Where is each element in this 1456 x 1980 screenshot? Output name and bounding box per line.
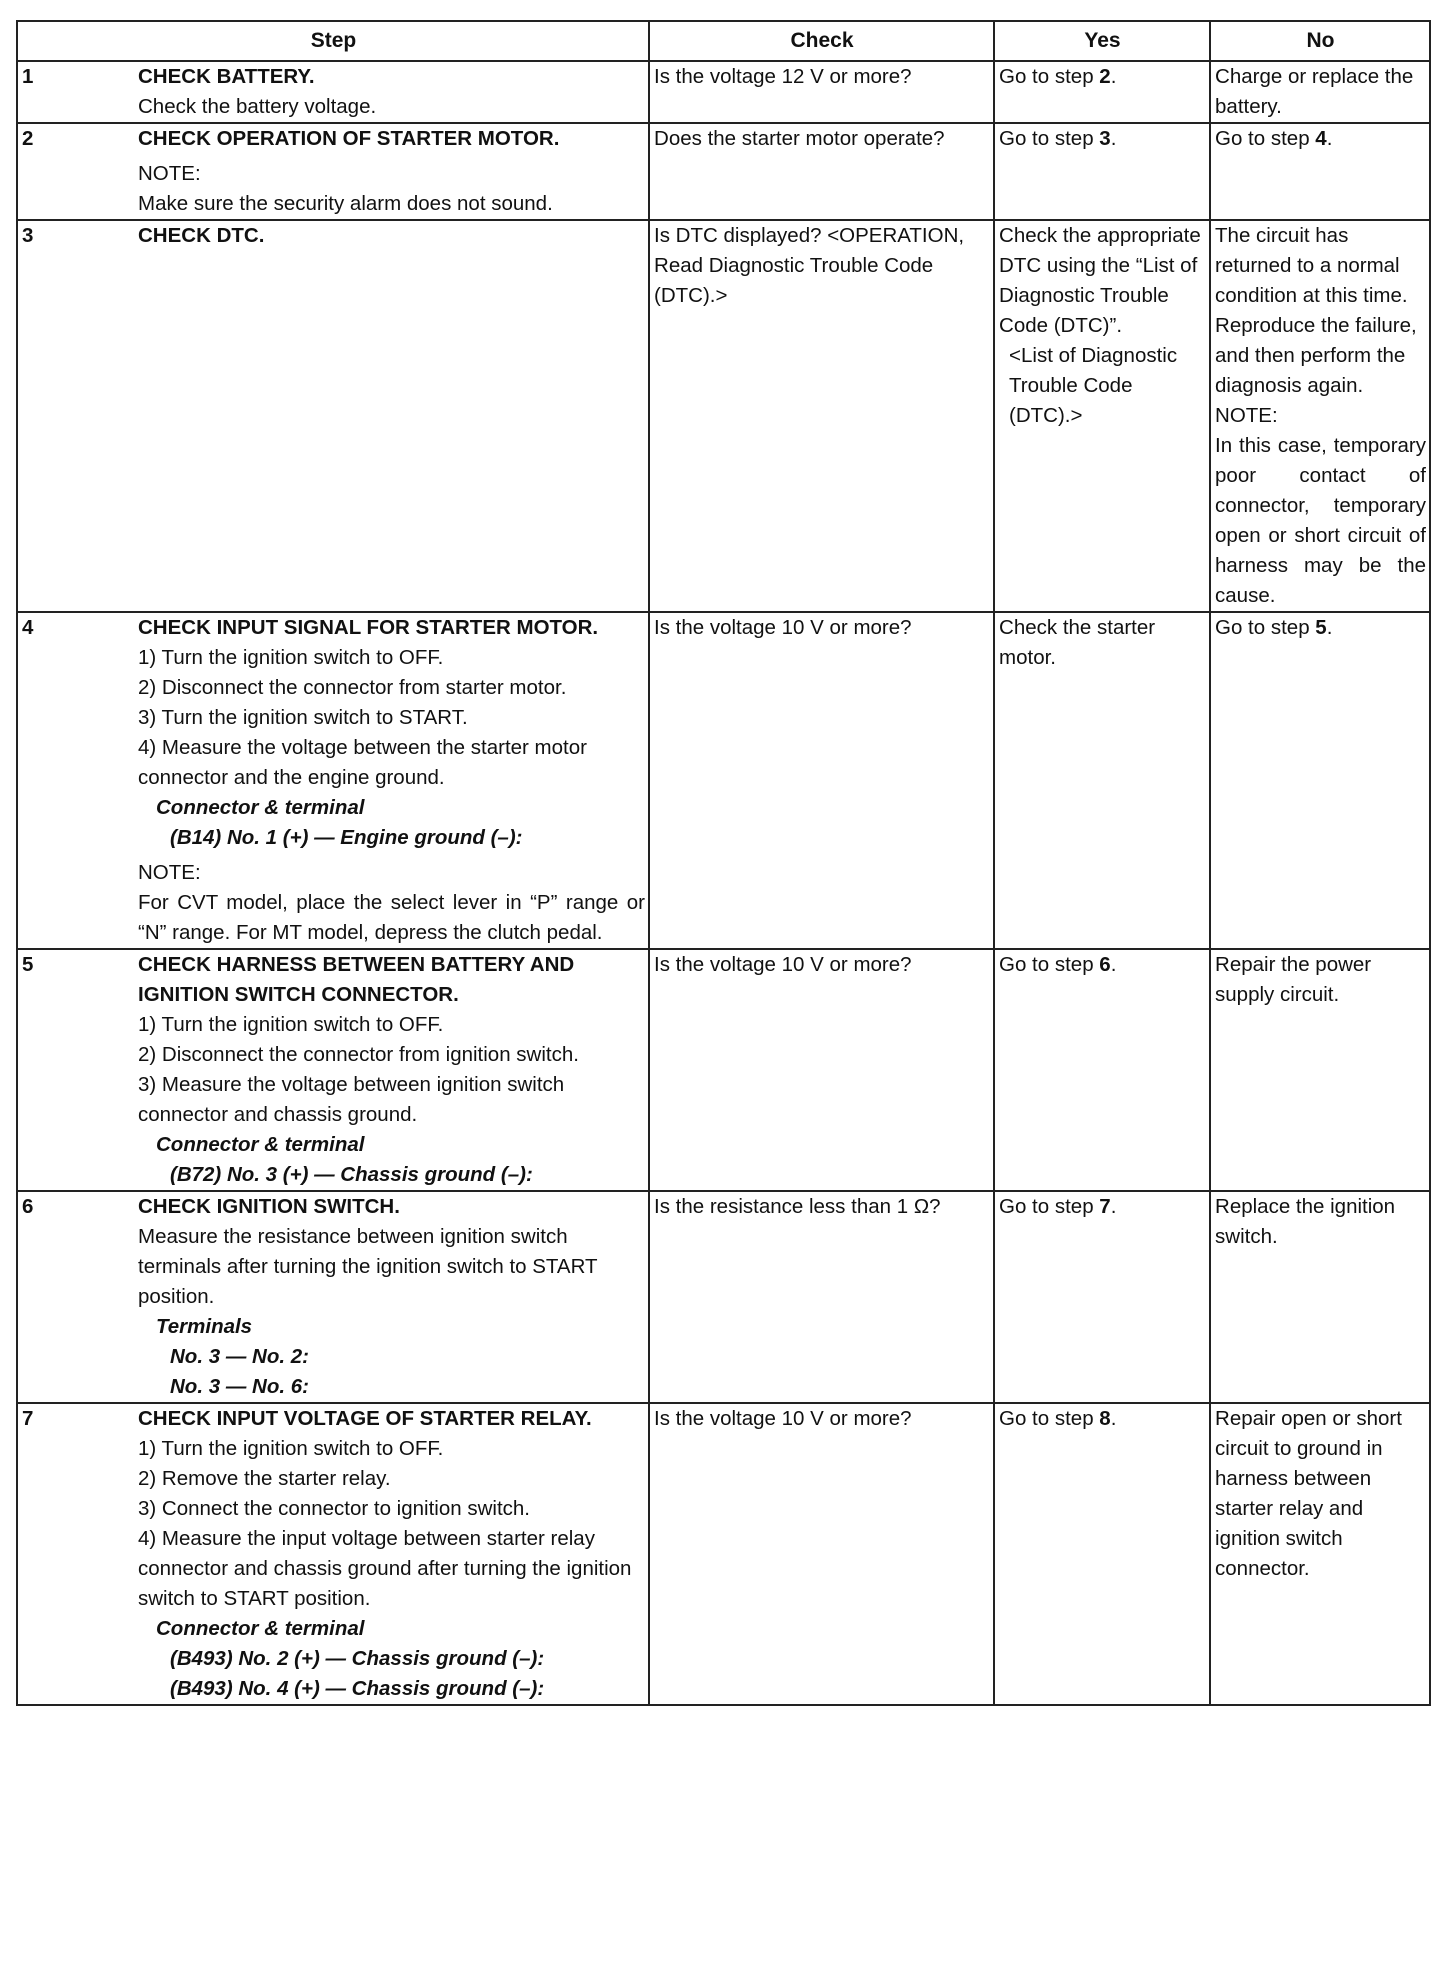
step-cell	[134, 949, 649, 1191]
header-no: No	[1210, 21, 1430, 61]
note-text: Make sure the security alarm does not sound.	[138, 192, 553, 215]
check-cell: Is the resistance less than 1 Ω?	[649, 1191, 994, 1403]
yes-reference: <List of Diagnostic Trouble Code (DTC).>	[1009, 344, 1178, 427]
step-number: 2	[17, 123, 134, 220]
step-title: CHECK HARNESS BETWEEN BATTERY AND IGNITION SWITCH CONNECTOR.	[138, 953, 575, 1006]
yes-prefix: Go to step	[999, 127, 1100, 150]
procedure-step: 3) Connect the connector to ignition switch.	[138, 1497, 530, 1520]
table-row	[17, 123, 1430, 220]
no-prefix: Go to step	[1215, 616, 1316, 639]
connector-terminal: (B493) No. 4 (+) — Chassis ground (–):	[170, 1677, 545, 1700]
yes-cell: Check the starter motor.	[994, 612, 1210, 949]
procedure-step: 1) Turn the ignition switch to OFF.	[138, 1437, 444, 1460]
table-row	[17, 220, 1430, 612]
note-label: NOTE:	[138, 861, 201, 884]
connector-label: Connector & terminal	[156, 1617, 365, 1640]
step-title: CHECK INPUT VOLTAGE OF STARTER RELAY.	[138, 1407, 592, 1430]
yes-step-ref: 2	[1099, 65, 1111, 88]
procedure-step: 2) Remove the starter relay.	[138, 1467, 391, 1490]
yes-step-ref: 6	[1099, 953, 1111, 976]
no-text: The circuit has returned to a normal condition at this time. Reproduce the failure, and then perform the diagnosis again.	[1215, 224, 1417, 397]
step-title: CHECK BATTERY.	[138, 65, 315, 88]
procedure-step: 1) Turn the ignition switch to OFF.	[138, 646, 444, 669]
step-cell	[134, 1191, 649, 1403]
connector-terminal: (B14) No. 1 (+) — Engine ground (–):	[170, 826, 523, 849]
yes-cell	[994, 1403, 1210, 1705]
no-cell	[1210, 123, 1430, 220]
no-prefix: Go to step	[1215, 127, 1316, 150]
yes-suffix: .	[1110, 65, 1117, 88]
diagnostic-table	[16, 20, 1431, 1706]
yes-prefix: Go to step	[999, 953, 1100, 976]
yes-suffix: .	[1110, 127, 1117, 150]
step-number: 4	[17, 612, 134, 949]
yes-cell	[994, 949, 1210, 1191]
yes-step-ref: 8	[1099, 1407, 1111, 1430]
connector-label: Connector & terminal	[156, 796, 365, 819]
yes-step-ref: 7	[1099, 1195, 1111, 1218]
no-note-label: NOTE:	[1215, 404, 1278, 427]
procedure-step: 2) Disconnect the connector from ignition switch.	[138, 1043, 579, 1066]
note-text: For CVT model, place the select lever in “P” range or “N” range. For MT model, depress the clutch pedal.	[138, 891, 646, 944]
header-yes: Yes	[994, 21, 1210, 61]
yes-cell	[994, 220, 1210, 612]
no-step-ref: 4	[1315, 127, 1327, 150]
step-body: Check the battery voltage.	[138, 95, 377, 118]
yes-prefix: Go to step	[999, 1195, 1100, 1218]
yes-prefix: Go to step	[999, 65, 1100, 88]
procedure-step: 4) Measure the input voltage between starter relay connector and chassis ground after turning the ignition switch to START position.	[138, 1527, 632, 1610]
step-number: 7	[17, 1403, 134, 1705]
check-cell: Does the starter motor operate?	[649, 123, 994, 220]
yes-suffix: .	[1110, 953, 1117, 976]
step-body: Measure the resistance between ignition switch terminals after turning the ignition switch to START position.	[138, 1225, 598, 1308]
no-note-text: In this case, temporary poor contact of connector, temporary open or short circuit of harness may be the cause.	[1215, 434, 1427, 607]
table-row	[17, 1403, 1430, 1705]
terminal-pair: No. 3 — No. 2:	[170, 1345, 309, 1368]
terminals-label: Terminals	[156, 1315, 253, 1338]
header-row	[17, 21, 1430, 61]
no-cell	[1210, 220, 1430, 612]
step-cell	[134, 123, 649, 220]
check-cell: Is DTC displayed? <OPERATION, Read Diagnostic Trouble Code (DTC).>	[649, 220, 994, 612]
connector-terminal: (B493) No. 2 (+) — Chassis ground (–):	[170, 1647, 545, 1670]
table-row	[17, 1191, 1430, 1403]
table-row	[17, 61, 1430, 123]
yes-text: Check the appropriate DTC using the “List of Diagnostic Trouble Code (DTC)”.	[999, 224, 1201, 337]
step-cell	[134, 1403, 649, 1705]
step-number: 6	[17, 1191, 134, 1403]
procedure-step: 3) Measure the voltage between ignition switch connector and chassis ground.	[138, 1073, 565, 1126]
step-title: CHECK DTC.	[138, 224, 265, 247]
yes-prefix: Go to step	[999, 1407, 1100, 1430]
no-suffix: .	[1326, 616, 1333, 639]
no-cell: Repair the power supply circuit.	[1210, 949, 1430, 1191]
step-cell	[134, 612, 649, 949]
procedure-step: 2) Disconnect the connector from starter motor.	[138, 676, 567, 699]
check-cell: Is the voltage 12 V or more?	[649, 61, 994, 123]
procedure-step: 3) Turn the ignition switch to START.	[138, 706, 468, 729]
yes-cell	[994, 1191, 1210, 1403]
yes-suffix: .	[1110, 1195, 1117, 1218]
header-check: Check	[649, 21, 994, 61]
procedure-step: 1) Turn the ignition switch to OFF.	[138, 1013, 444, 1036]
step-title: CHECK OPERATION OF STARTER MOTOR.	[138, 127, 560, 150]
yes-suffix: .	[1110, 1407, 1117, 1430]
header-step: Step	[17, 21, 649, 61]
yes-step-ref: 3	[1099, 127, 1111, 150]
connector-terminal: (B72) No. 3 (+) — Chassis ground (–):	[170, 1163, 533, 1186]
table-row	[17, 949, 1430, 1191]
no-cell: Repair open or short circuit to ground in harness between starter relay and ignition switch connector.	[1210, 1403, 1430, 1705]
step-number: 1	[17, 61, 134, 123]
no-cell: Charge or replace the battery.	[1210, 61, 1430, 123]
procedure-step: 4) Measure the voltage between the starter motor connector and the engine ground.	[138, 736, 587, 789]
yes-cell	[994, 123, 1210, 220]
step-title: CHECK INPUT SIGNAL FOR STARTER MOTOR.	[138, 616, 599, 639]
check-cell: Is the voltage 10 V or more?	[649, 1403, 994, 1705]
connector-label: Connector & terminal	[156, 1133, 365, 1156]
step-number: 3	[17, 220, 134, 612]
table-row	[17, 612, 1430, 949]
check-cell: Is the voltage 10 V or more?	[649, 949, 994, 1191]
yes-cell	[994, 61, 1210, 123]
step-cell	[134, 220, 649, 612]
no-suffix: .	[1326, 127, 1333, 150]
step-number: 5	[17, 949, 134, 1191]
step-title: CHECK IGNITION SWITCH.	[138, 1195, 400, 1218]
check-cell: Is the voltage 10 V or more?	[649, 612, 994, 949]
note-label: NOTE:	[138, 162, 201, 185]
step-cell	[134, 61, 649, 123]
no-cell	[1210, 612, 1430, 949]
terminal-pair: No. 3 — No. 6:	[170, 1375, 309, 1398]
no-step-ref: 5	[1315, 616, 1327, 639]
no-cell: Replace the ignition switch.	[1210, 1191, 1430, 1403]
